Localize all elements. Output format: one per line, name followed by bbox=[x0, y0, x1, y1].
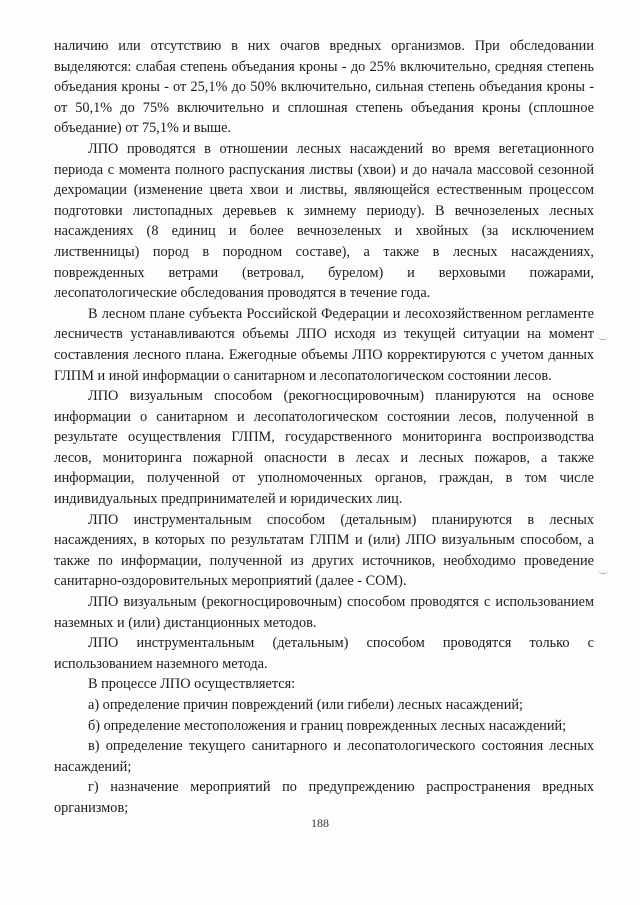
paragraph-visual-method: ЛПО визуальным способом (рекогносцировочным) планируются на основе информации о санитарном и лесопатологическом состоянии лесов, полученной в результате осуществления ГЛПМ, государственного мониторинга воспроизводства лесов, мониторинга пожарной опасности в лесах и лесных пожаров, а также информации, полученной от уполномоченных органов, граждан, в том числе индивидуальных предпринимателей и юридических лиц. bbox=[54, 388, 594, 508]
paragraph-process-intro: В процессе ЛПО осуществляется: bbox=[88, 676, 296, 693]
paragraph-continuation: наличию или отсутствию в них очагов вредных организмов. При обследовании выделяются: слабая степень объедания кроны - до 25% включительно, средняя степень объедания кроны - от 25,1% до 50% включительно, сильная степень объедания кроны - от 50,1% до 75% включительно и сплошная степень объедания кроны (сплошное объедание) от 75,1% и выше. bbox=[54, 38, 594, 137]
list-item-a: а) определение причин повреждений (или гибели) лесных насаждений; bbox=[88, 697, 523, 713]
scan-artifact-mark bbox=[598, 336, 608, 340]
body-text bbox=[54, 36, 594, 819]
list-item-d: г) назначение мероприятий по предупреждению распространения вредных организмов; bbox=[54, 779, 594, 816]
paragraph-instrumental-method: ЛПО инструментальным способом (детальным) планируются в лесных насаждениях, в которых по результатам ГЛПМ и (или) ЛПО визуальным способом, а также по информации, полученной из других источников, необходимо проведение санитарно-оздоровительных мероприятий (далее - СОМ). bbox=[54, 511, 594, 590]
list-item-b: б) определение местоположения и границ поврежденных лесных насаждений; bbox=[88, 717, 567, 734]
paragraph-survey-period: ЛПО проводятся в отношении лесных насаждений во время вегетационного периода с момента полного распускания листвы (хвои) и до начала массовой сезонной дехромации (изменение цвета хвои и листвы, являющейся естественным процессом подготовки листопадных деревьев к зимнему периоду). В вечнозеленых лесных насаждениях (8 единиц и более вечнозеленых и хвойных (за исключением лиственницы) пород в породном составе), а также в лесных насаждениях, поврежденных ветрами (ветровал, бурелом) и верховыми пожарами, лесопатологические обследования проводятся в течение года. bbox=[54, 140, 594, 302]
paragraph-visual-ground: ЛПО визуальным (рекогносцировочным) способом проводятся с использованием наземных и (или) дистанционных методов. bbox=[54, 594, 594, 631]
list-item-c: в) определение текущего санитарного и лесопатологического состояния лесных насаждений; bbox=[54, 738, 594, 775]
paragraph-instrumental-ground: ЛПО инструментальным (детальным) способом проводятся только с использованием наземного метода. bbox=[54, 635, 594, 672]
scan-artifact-mark bbox=[598, 570, 608, 574]
page-number: 188 bbox=[311, 816, 329, 830]
paragraph-forest-plan: В лесном плане субъекта Российской Федерации и лесохозяйственном регламенте лесничеств устанавливаются объемы ЛПО исходя из текущей ситуации на момент составления лесного плана. Ежегодные объемы ЛПО корректируются с учетом данных ГЛПМ и иной информации о санитарном и лесопатологическом состоянии лесов. bbox=[54, 305, 594, 384]
